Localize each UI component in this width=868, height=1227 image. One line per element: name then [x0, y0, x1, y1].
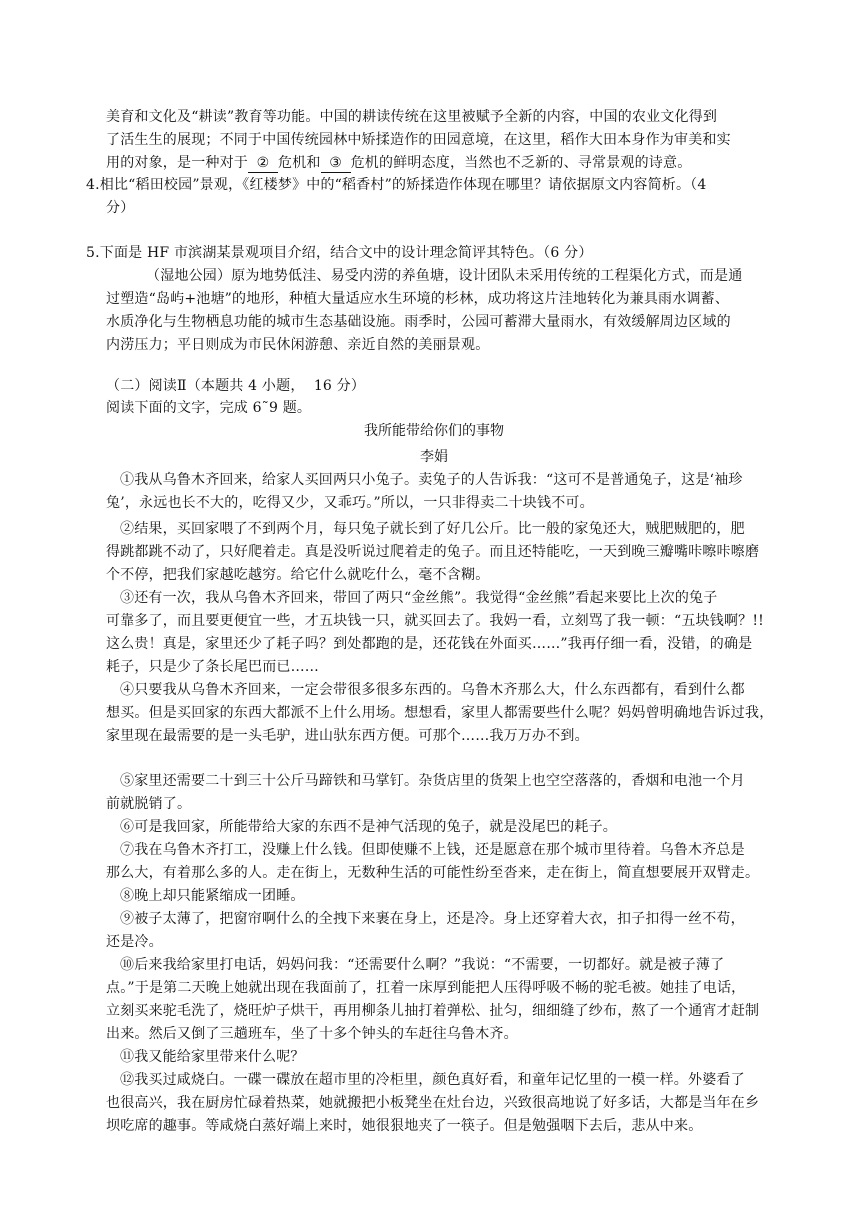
- fill-blank-2: ②: [248, 154, 278, 173]
- article-line: ⑦我在乌鲁木齐打工，没赚上什么钱。但即使赚不上钱，还是愿意在那个城市里待着。乌鲁木齐总是: [120, 842, 745, 858]
- article-line: ⑤家里还需要二十到三十公斤马蹄铁和马掌钉。杂货店里的货架上也空空落落的，香烟和电池一个月: [120, 773, 745, 789]
- article-line: 得跳都跳不动了，只好爬着走。真是没听说过爬着走的兔子。而且还特能吃，一天到晚三瓣嘴咔嚓咔嚓磨: [106, 544, 760, 560]
- article-line: 立刻买来驼毛洗了，烧旺炉子烘干，再用柳条儿抽打着弹松、扯匀，细细缝了纱布，熬了一个通宵才赶制: [106, 1003, 760, 1019]
- article-line: 那么大，有着那么多的人。走在街上，无数种生活的可能性纷至沓来，走在街上，简直想要展开双臂走。: [106, 865, 760, 881]
- article-line: 耗子，只是少了条长尾巴而已……: [106, 659, 319, 675]
- question-5-material: 水质净化与生物栖息功能的城市生态基础设施。雨季时，公园可蓄滞大量雨水，有效缓解周边区域的: [106, 314, 731, 330]
- article-line: 点。”于是第二天晚上她就出现在我面前了，扛着一床厚到能把人压得呼吸不畅的驼毛被。她挂了电话，: [106, 980, 746, 996]
- question-5-material: 过塑造“岛屿+池塘”的地形，种植大量适应水生环境的杉林，成功将这片洼地转化为兼具雨水调蓄、: [106, 291, 730, 307]
- article-line: ⑪我又能给家里带来什么呢？: [120, 1049, 305, 1065]
- article-line: 可靠多了，而且要更便宜一些，才五块钱一只，就买回去了。我妈一看，立刻骂了我一顿：“五块钱啊？!!: [106, 613, 765, 629]
- question-5-material: （湿地公园）原为地势低洼、易受内涝的养鱼塘，设计团队未采用传统的工程渠化方式，而是通: [146, 268, 743, 284]
- article-line: ⑩后来我给家里打电话，妈妈问我：“还需要什么啊？”我说：“不需要，一切都好。就是被子薄了: [120, 957, 725, 973]
- article-line: 想买。但是买回家的东西大都派不上什么用场。想想看，家里人都需要些什么呢？妈妈曾明确地告诉过我，: [106, 705, 774, 721]
- article-line: ②结果，买回家喂了不到两个月，每只兔子就长到了好几公斤。比一般的家兔还大，贼肥贼肥的，肥: [120, 521, 745, 537]
- fill-blank-3: ③: [321, 154, 351, 173]
- article-line: 这么贵！真是，家里还少了耗子吗？到处都跑的是，还花钱在外面买……”我再仔细一看，没错，的确是: [106, 636, 753, 652]
- passage-text: 危机的鲜明态度，当然也不乏新的、寻常景观的诗意。: [350, 155, 692, 171]
- question-4-cont: 分）: [106, 200, 135, 216]
- article-line: 前就脱销了。: [106, 796, 192, 812]
- section-header: （二）阅读Ⅱ（本题共 4 小题， 16 分）: [106, 378, 366, 394]
- question-4: 4.相比“稻田校园”景观，《红楼梦》中的“稻香村”的矫揉造作体现在哪里？请依据原文内容简析。（4: [86, 177, 707, 193]
- article-line: ③还有一次，我从乌鲁木齐回来，带回了两只“金丝熊”。我觉得“金丝熊”看起来要比上次的兔子: [120, 590, 718, 606]
- passage-line: [106, 152, 691, 174]
- article-line: 还是冷。: [106, 934, 163, 950]
- article-line: ④只要我从乌鲁木齐回来，一定会带很多很多东西的。乌鲁木齐那么大，什么东西都有，看到什么都: [120, 682, 745, 698]
- article-line: 坝吃席的趣事。等咸烧白蒸好端上来时，她很狠地夹了一筷子。但是勉强咽下去后，悲从中来。: [106, 1118, 703, 1134]
- article-line: 兔’，永远也长不大的，吃得又少，又乖巧。”所以，一只非得卖二十块钱不可。: [106, 495, 594, 511]
- article-line: 家里现在最需要的是一头毛驴，进山驮东西方便。可那个……我万万办不到。: [106, 728, 589, 744]
- question-5-material: 内涝压力；平日则成为市民休闲游憩、亲近自然的美丽景观。: [106, 337, 490, 353]
- question-5: 5.下面是 HF 市滨湖某景观项目介绍，结合文中的设计理念简评其特色。（6 分）: [86, 245, 593, 261]
- article-line: 出来。然后又倒了三趟班车，坐了十多个钟头的车赶往乌鲁木齐。: [106, 1026, 518, 1042]
- article-line: ⑧晚上却只能紧缩成一团睡。: [120, 888, 305, 904]
- passage-text: 用的对象，是一种对于: [106, 155, 248, 171]
- article-line: ①我从乌鲁木齐回来，给家人买回两只小兔子。卖兔子的人告诉我：“这可不是普通兔子，这是‘袖珍: [120, 472, 743, 488]
- article-title: 我所能带给你们的事物: [364, 423, 504, 439]
- section-instruction: 阅读下面的文字，完成 6˜9 题。: [106, 400, 312, 416]
- article-author: 李娟: [420, 449, 448, 465]
- article-line: 也很高兴，我在厨房忙碌着热菜，她就搬把小板凳坐在灶台边，兴致很高地说了好多话，大都是当年在乡: [106, 1095, 760, 1111]
- article-line: ⑥可是我回家，所能带给大家的东西不是神气活现的兔子，就是没尾巴的耗子。: [120, 819, 617, 835]
- article-line: 个不停，把我们家越吃越穷。给它什么就吃什么，毫不含糊。: [106, 567, 490, 583]
- article-line: ⑨被子太薄了，把窗帘啊什么的全拽下来裹在身上，还是冷。身上还穿着大衣，扣子扣得一丝不苟，: [120, 911, 745, 927]
- passage-text: 危机和: [278, 155, 321, 171]
- passage-line: 了活生生的展现；不同于中国传统园林中矫揉造作的田园意境，在这里，稻作大田本身作为审美和实: [106, 132, 731, 148]
- passage-line: 美育和文化及“耕读”教育等功能。中国的耕读传统在这里被赋予全新的内容，中国的农业文化得到: [106, 109, 718, 125]
- article-line: ⑫我买过咸烧白。一碟一碟放在超市里的冷柜里，颜色真好看，和童年记忆里的一模一样。外婆看了: [120, 1072, 745, 1088]
